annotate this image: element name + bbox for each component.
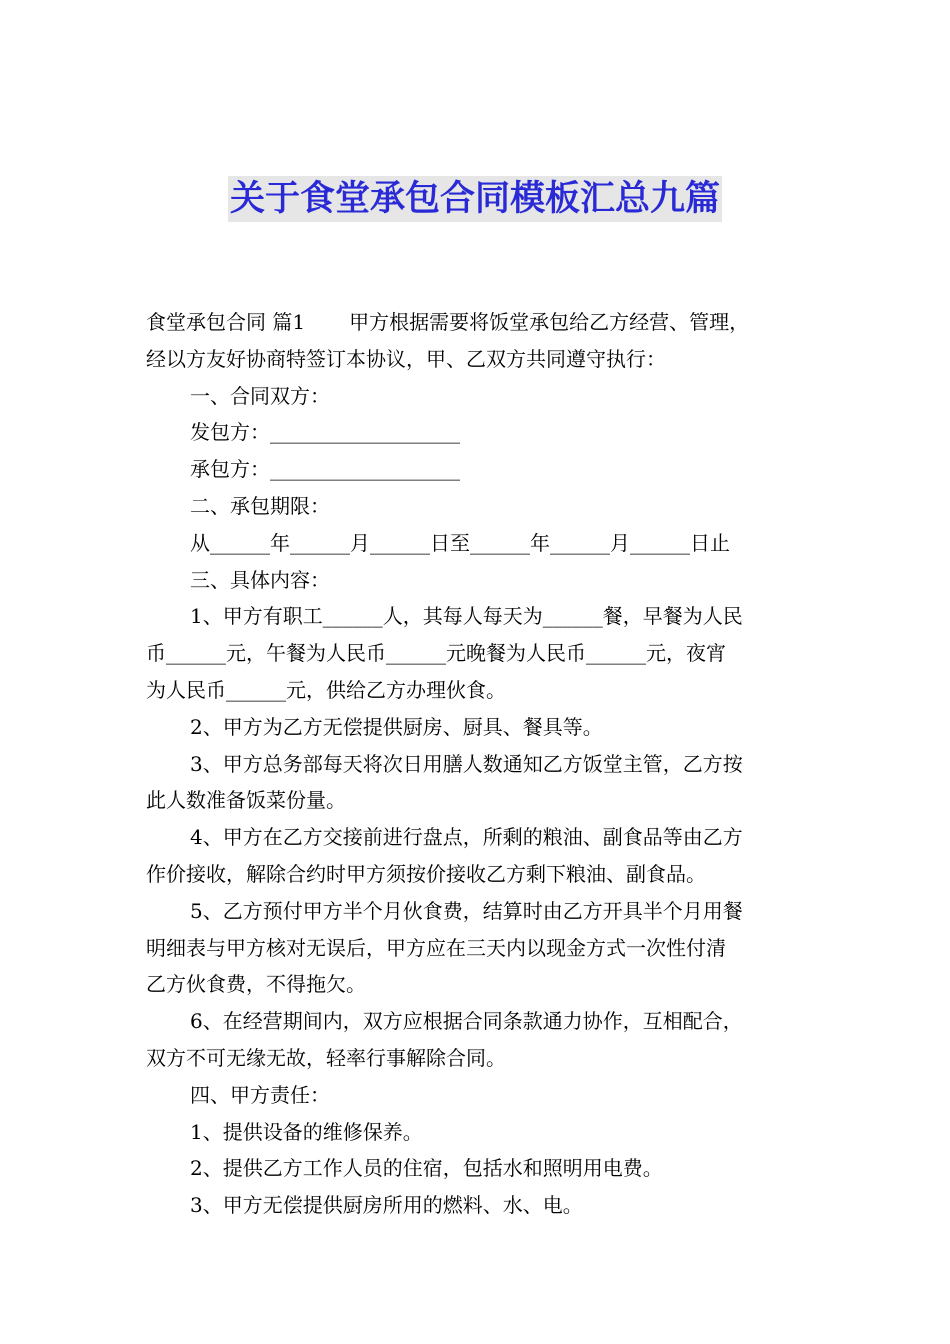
clause-4-line: 作价接收，解除合约时甲方须按价接收乙方剩下粮油、副食品。: [146, 861, 706, 886]
section-heading-party-a-duties: 四、甲方责任：: [190, 1082, 330, 1107]
section-heading-content: 三、具体内容：: [190, 567, 330, 592]
title-text: 关于食堂承包合同模板汇总九篇: [228, 176, 722, 222]
clause-5-line: 5、乙方预付甲方半个月伙食费，结算时由乙方开具半个月用餐: [190, 898, 743, 923]
clause-6-line: 6、在经营期间内，双方应根据合同条款通力协作，互相配合，: [190, 1009, 743, 1034]
clause-5-line: 明细表与甲方核对无误后，甲方应在三天内以现金方式一次性付清: [146, 935, 726, 960]
document-title: [0, 176, 950, 222]
clause-5-line: 乙方伙食费，不得拖欠。: [146, 972, 366, 997]
paragraph-contract-heading: [146, 304, 826, 341]
employer-field: 发包方：___________________: [190, 420, 460, 445]
clause-3-line: 3、甲方总务部每天将次日用膳人数通知乙方饭堂主管，乙方按: [190, 751, 743, 776]
contract-heading-label: 食堂承包合同 篇1: [146, 310, 306, 334]
document-body: [146, 304, 826, 1224]
paragraph-line: 经以方友好协商特签订本协议，甲、乙双方共同遵守执行：: [146, 346, 666, 371]
duty-1-line: 1、提供设备的维修保养。: [190, 1119, 423, 1144]
clause-1-line: 币______元，午餐为人民币______元晚餐为人民币______元，夜宵: [146, 641, 726, 666]
clause-4-line: 4、甲方在乙方交接前进行盘点，所剩的粮油、副食品等由乙方: [190, 825, 743, 850]
section-heading-parties: 一、合同双方：: [190, 383, 330, 408]
clause-6-line: 双方不可无缘无故，轻率行事解除合同。: [146, 1045, 506, 1070]
clause-1-line: 1、甲方有职工______人，其每人每天为______餐，早餐为人民: [190, 604, 743, 629]
contract-intro-text: 甲方根据需要将饭堂承包给乙方经营、管理，: [349, 310, 750, 334]
clause-3-line: 此人数准备饭菜份量。: [146, 788, 346, 813]
duty-3-line: 3、甲方无偿提供厨房所用的燃料、水、电。: [190, 1193, 583, 1218]
contractor-field: 承包方：___________________: [190, 457, 460, 482]
section-heading-term: 二、承包期限：: [190, 493, 330, 518]
clause-2-line: 2、甲方为乙方无偿提供厨房、厨具、餐具等。: [190, 714, 603, 739]
term-date-range: 从______年______月______日至______年______月______日止: [190, 530, 730, 555]
duty-2-line: 2、提供乙方工作人员的住宿，包括水和照明用电费。: [190, 1156, 663, 1181]
clause-1-line: 为人民币______元，供给乙方办理伙食。: [146, 677, 506, 702]
